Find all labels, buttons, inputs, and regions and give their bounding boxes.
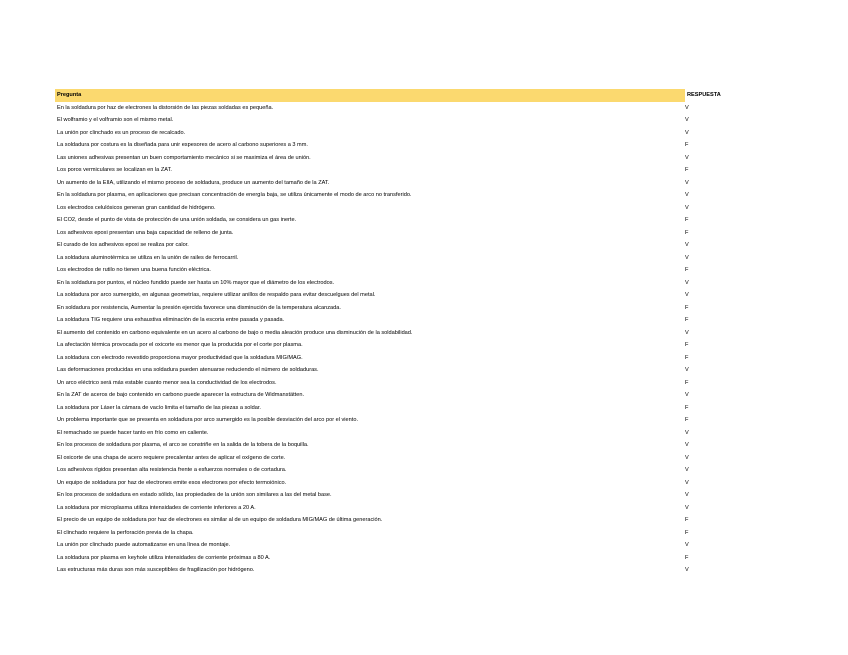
- answer-cell[interactable]: V: [685, 204, 689, 211]
- answer-cell[interactable]: F: [685, 379, 689, 386]
- question-cell[interactable]: Un equipo de soldadura por haz de electrones emite esos electrones por efecto termoiónico.: [57, 479, 287, 486]
- answer-cell[interactable]: F: [685, 554, 689, 561]
- table-row: [55, 352, 742, 365]
- answer-cell[interactable]: F: [685, 517, 689, 523]
- question-cell[interactable]: En los procesos de soldadura en estado sólido, las propiedades de la unión son similares a las del metal base.: [57, 492, 332, 498]
- answer-cell[interactable]: V: [685, 454, 689, 461]
- table-row: [55, 139, 742, 152]
- table-row: [55, 514, 742, 527]
- table-body: [55, 102, 742, 577]
- question-cell[interactable]: Los electrodos celulósicos generan gran cantidad de hidrógeno.: [57, 204, 216, 211]
- table-row: [55, 439, 742, 452]
- question-cell[interactable]: En la soldadura por plasma, en aplicaciones que precisan concentración de energía baja, se utiliza únicamente el modo de arco no transferido.: [57, 192, 412, 198]
- answer-cell[interactable]: F: [685, 142, 689, 148]
- table-row: [55, 427, 742, 440]
- answer-cell[interactable]: V: [685, 242, 689, 248]
- question-cell[interactable]: Las estructuras más duras son más susceptibles de fragilización por hidrógeno.: [57, 567, 255, 573]
- question-cell[interactable]: Las uniones adhesivas presentan un buen comportamiento mecánico si se maximiza el área de unión.: [57, 154, 311, 161]
- question-cell[interactable]: En la soldadura por haz de electrones la distorsión de las piezas soldadas es pequeña.: [57, 104, 274, 111]
- question-cell[interactable]: La soldadura aluminotérmica se utiliza en la unión de railes de ferrocarril.: [57, 254, 239, 261]
- table-row: [55, 477, 742, 490]
- question-cell[interactable]: La unión por clinchado es un proceso de recalcado.: [57, 129, 186, 136]
- table-row: [55, 177, 742, 190]
- question-cell[interactable]: El precio de un equipo de soldadura por haz de electrones es similar al de un equipo de soldadura MIG/MAG de última generación.: [57, 517, 383, 523]
- answer-cell[interactable]: F: [685, 229, 689, 236]
- header-highlight: [55, 89, 685, 102]
- answer-cell[interactable]: V: [685, 504, 689, 511]
- answer-cell[interactable]: V: [685, 567, 689, 573]
- table-row: [55, 214, 742, 227]
- table-row: [55, 502, 742, 515]
- question-cell[interactable]: La soldadura por arco sumergido, en algunas geometrías, requiere utilizar anillos de respaldo para evitar descuelgues del metal.: [57, 292, 376, 298]
- question-cell[interactable]: Las deformaciones producidas en una soldadura pueden atenuarse reduciendo el número de soldaduras.: [57, 367, 319, 373]
- table-row: [55, 239, 742, 252]
- table-row: [55, 277, 742, 290]
- answer-cell[interactable]: V: [685, 254, 689, 261]
- table-row: [55, 464, 742, 477]
- table-row: [55, 489, 742, 502]
- question-cell[interactable]: La soldadura por costura es la diseñada para unir espesores de acero al carbono superiores a 3 mm.: [57, 142, 308, 148]
- table-row: [55, 289, 742, 302]
- question-cell[interactable]: El aumento del contenido en carbono equivalente en un acero al carbono de bajo o media aleación produce una disminución de la soldabilidad.: [57, 329, 413, 336]
- table-row: [55, 552, 742, 565]
- header-answer[interactable]: RESPUESTA: [687, 89, 747, 102]
- question-cell[interactable]: En la ZAT de aceros de bajo contenido en carbono puede aparecer la estructura de Widmanstätten.: [57, 392, 305, 398]
- answer-cell[interactable]: F: [685, 167, 689, 173]
- table-row: [55, 202, 742, 215]
- answer-cell[interactable]: F: [685, 217, 689, 223]
- answer-cell[interactable]: F: [685, 404, 689, 411]
- question-cell[interactable]: El curado de los adhesivos epoxi se realiza por calor.: [57, 242, 189, 248]
- question-cell[interactable]: En los procesos de soldadura por plasma, el arco se constriñe en la salida de la tobera de la boquilla.: [57, 442, 309, 448]
- answer-cell[interactable]: V: [685, 392, 689, 398]
- question-cell[interactable]: El CO2, desde el punto de vista de protección de una unión soldada, se considera un gas inerte.: [57, 217, 297, 223]
- answer-cell[interactable]: V: [685, 479, 689, 486]
- table-row: [55, 127, 742, 140]
- table-row: [55, 314, 742, 327]
- question-cell[interactable]: La unión por clinchado puede automatizarse en una línea de montaje.: [57, 542, 231, 548]
- table-row: [55, 102, 742, 115]
- question-cell[interactable]: La soldadura por plasma en keyhole utiliza intensidades de corriente próximas a 80 A.: [57, 554, 271, 561]
- question-cell[interactable]: Los adhesivos rígidos presentan alta resistencia frente a esfuerzos normales o de cortadura.: [57, 467, 287, 473]
- question-cell[interactable]: La afectación térmica provocada por el oxicorte es menor que la producida por el corte por plasma.: [57, 342, 303, 348]
- answer-cell[interactable]: F: [685, 529, 689, 536]
- table-row: [55, 564, 742, 577]
- question-cell[interactable]: La soldadura por microplasma utiliza intensidades de corriente inferiores a 20 A.: [57, 504, 256, 511]
- table-row: [55, 189, 742, 202]
- question-cell[interactable]: Los poros vermiculares se localizan en la ZAT.: [57, 167, 172, 173]
- question-cell[interactable]: El oxicorte de una chapa de acero requiere precalentar antes de aplicar el oxígeno de corte.: [57, 454, 286, 461]
- answer-cell[interactable]: V: [685, 292, 689, 298]
- table-row: [55, 327, 742, 340]
- answer-cell[interactable]: V: [685, 367, 689, 373]
- table-row: [55, 339, 742, 352]
- answer-cell[interactable]: V: [685, 117, 689, 123]
- table-row: [55, 302, 742, 315]
- question-cell[interactable]: La soldadura por Láser la cámara de vacío limita el tamaño de las piezas a soldar.: [57, 404, 261, 411]
- answer-cell[interactable]: F: [685, 317, 689, 323]
- answer-cell[interactable]: V: [685, 492, 689, 498]
- answer-cell[interactable]: F: [685, 417, 689, 423]
- answer-cell[interactable]: V: [685, 329, 689, 336]
- table-header-row: [55, 89, 742, 102]
- question-cell[interactable]: Un problema importante que se presenta en soldadura por arco sumergido es la posible desviación del arco por el viento.: [57, 417, 358, 423]
- answer-cell[interactable]: V: [685, 442, 689, 448]
- table-row: [55, 414, 742, 427]
- table-row: [55, 402, 742, 415]
- answer-cell[interactable]: F: [685, 267, 689, 273]
- table-row: [55, 539, 742, 552]
- answer-cell[interactable]: V: [685, 154, 689, 161]
- table-row: [55, 527, 742, 540]
- table-row: [55, 377, 742, 390]
- question-cell[interactable]: La soldadura con electrodo revestido proporciona mayor productividad que la soldadura MIG/MAG.: [57, 354, 303, 361]
- table-row: [55, 114, 742, 127]
- table-row: [55, 164, 742, 177]
- answer-cell[interactable]: V: [685, 179, 689, 186]
- answer-cell[interactable]: F: [685, 354, 689, 361]
- answer-cell[interactable]: V: [685, 192, 689, 198]
- answer-cell[interactable]: F: [685, 304, 689, 311]
- question-cell[interactable]: Los electrodos de rutilo no tienen una buena función eléctrica.: [57, 267, 211, 273]
- table-row: [55, 264, 742, 277]
- table-row: [55, 252, 742, 265]
- question-cell[interactable]: En la soldadura por puntos, el núcleo fundido puede ser hasta un 10% mayor que el diámetro de los electrodos.: [57, 279, 335, 286]
- question-cell[interactable]: La soldadura TIG requiere una exhaustiva eliminación de la escoria entre pasada y pasada.: [57, 317, 285, 323]
- table-row: [55, 152, 742, 165]
- question-cell[interactable]: Los adhesivos epoxi presentan una baja capacidad de relleno de junta.: [57, 229, 234, 236]
- table-row: [55, 452, 742, 465]
- answer-cell[interactable]: V: [685, 279, 689, 286]
- answer-cell[interactable]: V: [685, 129, 689, 136]
- question-cell[interactable]: El remachado se puede hacer tanto en frío como en caliente.: [57, 429, 209, 436]
- answer-cell[interactable]: V: [685, 467, 689, 473]
- answer-cell[interactable]: V: [685, 104, 689, 111]
- table-row: [55, 389, 742, 402]
- header-question[interactable]: Pregunta: [57, 92, 82, 98]
- question-cell[interactable]: Un arco eléctrico será más estable cuanto menor sea la conductividad de los electrodos.: [57, 379, 277, 386]
- question-cell[interactable]: El wolframio y el volframio son el mismo metal.: [57, 117, 174, 123]
- table-row: [55, 364, 742, 377]
- question-cell[interactable]: El clinchado requiere la perforación previa de la chapa.: [57, 529, 194, 536]
- spreadsheet-table: [55, 89, 742, 577]
- answer-cell[interactable]: V: [685, 429, 689, 436]
- table-row: [55, 227, 742, 240]
- answer-cell[interactable]: V: [685, 542, 689, 548]
- answer-cell[interactable]: F: [685, 342, 689, 348]
- question-cell[interactable]: Un aumento de la EIIA, utilizando el mismo proceso de soldadura, produce un aumento del tamaño de la ZAT.: [57, 179, 330, 186]
- question-cell[interactable]: En soldadura por resistencia, Aumentar la presión ejercida favorece una disminución de la temperatura alcanzada.: [57, 304, 341, 311]
